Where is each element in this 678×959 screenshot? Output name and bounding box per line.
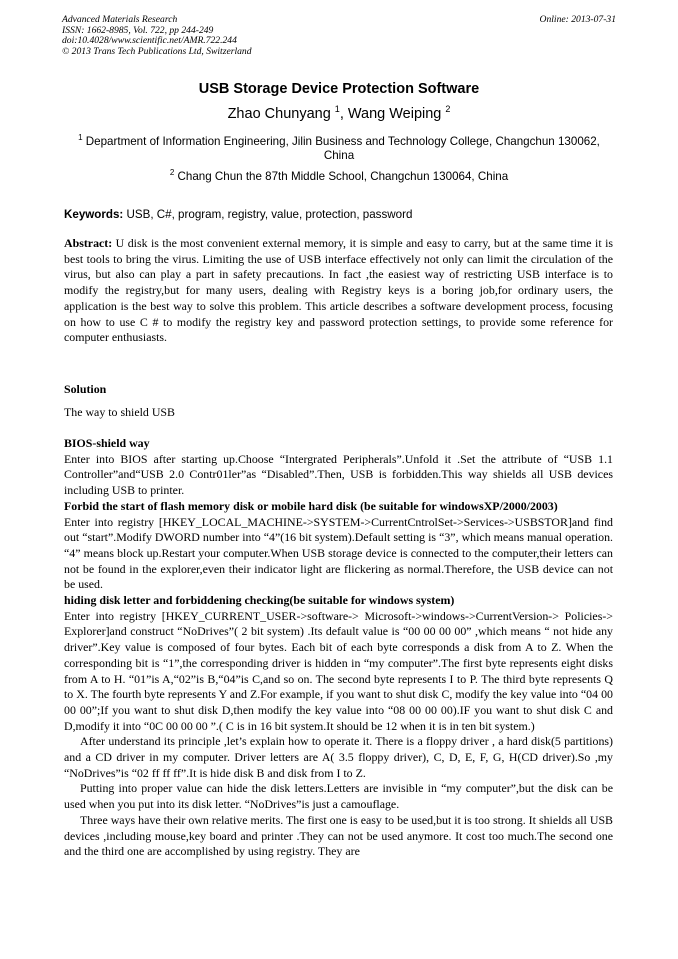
affiliation-text: Chang Chun the 87th Middle School, Changchun 130064, China — [177, 169, 509, 183]
section-heading-flash: Forbid the start of flash memory disk or mobile hard disk (be suitable for windowsXP/2000/2003) — [64, 498, 558, 513]
affiliation-1 — [70, 131, 608, 164]
subheading-shield-usb: The way to shield USB — [64, 405, 175, 419]
journal-name: Advanced Materials Research — [62, 14, 178, 25]
journal-header — [62, 15, 616, 57]
abstract-label: Abstract: — [64, 236, 113, 250]
section-heading-bios: BIOS-shield way — [64, 436, 150, 450]
keywords-text: USB, C#, program, registry, value, protection, password — [126, 208, 413, 221]
paragraph-flash: Enter into registry [HKEY_LOCAL_MACHINE->SYSTEM->CurrentCntrolSet->Services->USBSTOR]and find out “start”.Modify DWORD number into “4”(16 bit system).Default setting is “3”, which means manual operation. “4” means block up.Restart your computer.When USB storage device is connected to the computer,their letters can not be found in the explorer,even their indicator light are flickering as normal.Therefore, the USB device can not be used. — [64, 514, 613, 592]
copyright-line: © 2013 Trans Tech Publications Ltd, Switzerland — [62, 45, 252, 57]
paragraph-bios: Enter into BIOS after starting up.Choose “Intergrated Peripherals”.Unfold it .Set the attribute of “USB 1.1 Controller”and“USB 2.0 Contr01ler”as “Disabled”.Then, USB is forbidden.This way shields all USB devices including USB to printer. — [64, 451, 613, 498]
paragraph-operate: After understand its principle ,let’s explain how to operate it. There is a floppy driver , a hard disk(5 partitions) and a CD driver in my computer. Driver letters are A( 3.5 floppy driver), C, D, E, F, G, H(CD driver).So ,my “NoDrives”is “02 ff ff ff”.It is hide disk B and disk from I to Z. — [64, 734, 613, 780]
keywords-label: Keywords: — [64, 208, 124, 221]
affiliation-2 — [70, 166, 608, 184]
paragraph-camouflage: Putting into proper value can hide the disk letters.Letters are invisible in “my computer”,but the disk can be used when you put into its disk letter. “NoDrives”is just a camouflage. — [64, 781, 613, 812]
body-sections — [64, 436, 613, 860]
affiliation-text: Department of Information Engineering, Jilin Business and Technology College, Changchun 130062, China — [85, 134, 600, 163]
keywords — [64, 208, 614, 221]
author-list — [0, 104, 678, 122]
author-separator: , — [339, 105, 348, 122]
online-date: Online: 2013-07-31 — [539, 14, 616, 25]
affiliation-marker: 2 — [445, 104, 451, 114]
affiliation-marker: 1 — [78, 133, 83, 142]
paragraph-merits: Three ways have their own relative merits. The first one is easy to be used,but it is too strong. It shields all USB devices ,including mouse,key board and printer .They can not be used anymore. It cost too much.The second one and the third one are accomplished by using registry. They are — [64, 812, 613, 859]
abstract — [64, 236, 613, 346]
abstract-text: U disk is the most convenient external memory, it is simple and easy to carry, but at the same time it is best tools to bring the virus. Limiting the use of USB interface effectively not only can limit the circulation of the virus, but also can play a part in safety precautions. In fact ,the easiest way of restricting USB interface is to modify the registry,but for many users, dealing with Registry keys is a boring job,for ordinary users, the application is the best way to solve this problem. This article describes a software development process, focusing on how to use C # to modify the registry key and password protection settings, to provide some reference for computer enthusiasts. — [64, 236, 614, 345]
author-name: Wang Weiping — [347, 105, 442, 122]
affiliation-marker: 1 — [334, 104, 340, 114]
paragraph-hiding: Enter into registry [HKEY_CURRENT_USER->software-> Microsoft->windows->CurrentVersion-> Policies-> Explorer]and construct “NoDrives”( 2 bit system) .Its default value is “00 00 00 00” ,which means “ not hide any driver”.Key value is composed of four bytes. Each bit of each byte corresponds a disk from A to Z. When the corresponding bit is “1”,the corresponding driver is hidden in “my computer”.The first byte represents eight disks from A to H. “01”is A,“02”is B,“04”is C,and so on. The second byte represents I to P. The third byte represents Q to X. The fourth byte represents Y and Z.For example, if you want to shut disk C, modify the key value into “04 00 00 00”;If you want to shut disk D,then modify the key value into “08 00 00 00).IF you want to shut disk C and D,modify it into “0C 00 00 00 ”.( C is in 16 bit system.It should be 12 when it is in ten bit system.) — [64, 608, 613, 733]
section-heading-solution: Solution — [64, 382, 107, 396]
doi-line: doi:10.4028/www.scientific.net/AMR.722.244 — [62, 35, 237, 47]
section-heading-hiding: hiding disk letter and forbiddening checking(be suitable for windows system) — [64, 593, 455, 608]
author-name: Zhao Chunyang — [227, 105, 331, 122]
affiliation-marker: 2 — [169, 168, 175, 177]
paper-title: USB Storage Device Protection Software — [198, 81, 480, 97]
issn-line: ISSN: 1662-8985, Vol. 722, pp 244-249 — [62, 24, 214, 36]
